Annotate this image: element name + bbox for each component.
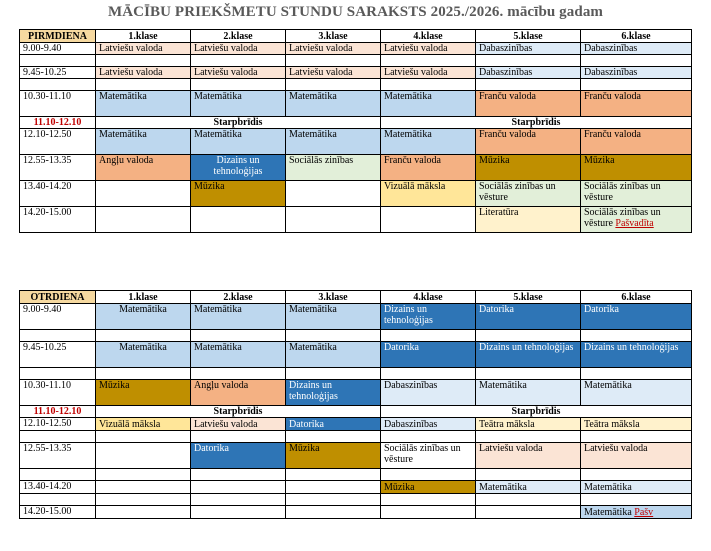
break-time: 11.10-12.10 xyxy=(20,117,96,129)
break-row xyxy=(20,406,692,418)
break-time: 11.10-12.10 xyxy=(20,406,96,418)
lesson-cell: Datorika xyxy=(381,342,476,368)
lesson-row xyxy=(20,443,692,469)
monday-schedule-table xyxy=(19,29,692,233)
lesson-cell: Latviešu valoda xyxy=(286,43,381,55)
lesson-row xyxy=(20,418,692,431)
lesson-cell: Matemātika xyxy=(286,342,381,368)
lesson-cell: Latviešu valoda xyxy=(581,443,692,469)
break-row xyxy=(20,117,692,129)
time-cell: 9.45-10.25 xyxy=(20,342,96,368)
class-header: 2.klase xyxy=(191,30,286,43)
lesson-cell: Mūzika xyxy=(476,155,581,181)
lesson-cell: Latviešu valoda xyxy=(96,67,191,79)
lesson-cell: Dabaszinības xyxy=(476,43,581,55)
lesson-cell xyxy=(381,207,476,233)
class-header: 5.klase xyxy=(476,291,581,304)
lesson-cell: Sociālās zinības un vēsture xyxy=(581,181,692,207)
lesson-cell: Matemātika xyxy=(191,304,286,330)
time-cell: 14.20-15.00 xyxy=(20,506,96,519)
header-row xyxy=(20,30,692,43)
page-title: MĀCĪBU PRIEKŠMETU STUNDU SARAKSTS 2025./2026. mācību gadam xyxy=(107,4,604,20)
class-header: 4.klase xyxy=(381,30,476,43)
day-label: PIRMDIENA xyxy=(20,30,96,43)
lesson-cell: Matemātika xyxy=(191,342,286,368)
lesson-cell: Datorika xyxy=(191,443,286,469)
lesson-cell: Matemātika xyxy=(581,380,692,406)
lesson-cell xyxy=(96,481,191,494)
break-label: Starpbrīdis xyxy=(96,117,381,129)
lesson-cell: Dizains un tehnoloģijas xyxy=(286,380,381,406)
lesson-cell: Matemātika xyxy=(381,91,476,117)
lesson-cell xyxy=(381,506,476,519)
lesson-row xyxy=(20,342,692,368)
class-header: 6.klase xyxy=(581,30,692,43)
time-cell: 9.45-10.25 xyxy=(20,67,96,79)
note-text: Pašvadīta xyxy=(615,218,654,229)
lesson-cell: Dabaszinības xyxy=(381,418,476,431)
note-text: Pašv xyxy=(634,506,654,518)
lesson-cell: Dizains un tehnoloģijas xyxy=(476,342,581,368)
spacer-row xyxy=(20,368,692,380)
lesson-cell: Latviešu valoda xyxy=(381,67,476,79)
lesson-cell-with-note xyxy=(581,207,692,233)
lesson-cell xyxy=(286,506,381,519)
lesson-row xyxy=(20,506,692,519)
lesson-cell: Teātra māksla xyxy=(581,418,692,431)
lesson-cell: Matemātika xyxy=(476,481,581,494)
lesson-cell: Matemātika xyxy=(96,304,191,330)
lesson-cell-with-note xyxy=(581,506,692,519)
lesson-cell: Franču valoda xyxy=(476,129,581,155)
lesson-cell: Latviešu valoda xyxy=(286,67,381,79)
lesson-cell: Vizuālā māksla xyxy=(96,418,191,431)
class-header: 1.klase xyxy=(96,30,191,43)
lesson-row xyxy=(20,304,692,330)
lesson-cell: Dizains un tehnoloģijas xyxy=(191,155,286,181)
lesson-cell xyxy=(96,181,191,207)
lesson-row xyxy=(20,129,692,155)
lesson-cell xyxy=(96,207,191,233)
break-label: Starpbrīdis xyxy=(96,406,381,418)
lesson-cell: Franču valoda xyxy=(581,91,692,117)
spacer-row xyxy=(20,469,692,481)
class-header: 2.klase xyxy=(191,291,286,304)
lesson-cell: Dabaszinības xyxy=(381,380,476,406)
spacer-row xyxy=(20,79,692,91)
time-cell: 12.10-12.50 xyxy=(20,418,96,431)
time-cell: 12.55-13.35 xyxy=(20,155,96,181)
lesson-cell: Latviešu valoda xyxy=(381,43,476,55)
time-cell: 12.10-12.50 xyxy=(20,129,96,155)
lesson-cell: Datorika xyxy=(286,418,381,431)
lesson-cell: Matemātika xyxy=(96,342,191,368)
lesson-cell: Datorika xyxy=(581,304,692,330)
lesson-cell: Matemātika xyxy=(286,91,381,117)
break-label: Starpbrīdis xyxy=(381,406,692,418)
time-cell: 10.30-11.10 xyxy=(20,91,96,117)
lesson-cell: Matemātika xyxy=(96,129,191,155)
lesson-text: Sociālās zinības un vēsture xyxy=(584,207,661,229)
lesson-cell: Latviešu valoda xyxy=(96,43,191,55)
lesson-row xyxy=(20,91,692,117)
lesson-cell: Mūzika xyxy=(191,181,286,207)
lesson-cell: Dizains un tehnoloģijas xyxy=(581,342,692,368)
lesson-cell: Sociālās zinības xyxy=(286,155,381,181)
lesson-cell: Matemātika xyxy=(286,129,381,155)
lesson-cell: Dabaszinības xyxy=(581,43,692,55)
lesson-row xyxy=(20,481,692,494)
lesson-text: Matemātika xyxy=(584,506,632,518)
lesson-cell: Franču valoda xyxy=(581,129,692,155)
lesson-cell: Matemātika xyxy=(581,481,692,494)
lesson-cell xyxy=(286,481,381,494)
lesson-row xyxy=(20,207,692,233)
lesson-cell xyxy=(191,207,286,233)
lesson-cell: Vizuālā māksla xyxy=(381,181,476,207)
time-cell: 13.40-14.20 xyxy=(20,481,96,494)
lesson-cell xyxy=(286,207,381,233)
lesson-cell: Mūzika xyxy=(381,481,476,494)
break-label: Starpbrīdis xyxy=(381,117,692,129)
time-cell: 10.30-11.10 xyxy=(20,380,96,406)
class-header: 1.klase xyxy=(96,291,191,304)
lesson-cell xyxy=(96,506,191,519)
spacer-row xyxy=(20,55,692,67)
lesson-row xyxy=(20,181,692,207)
lesson-cell: Mūzika xyxy=(96,380,191,406)
time-cell: 12.55-13.35 xyxy=(20,443,96,469)
lesson-cell: Matemātika xyxy=(191,129,286,155)
tuesday-schedule-table xyxy=(19,290,692,519)
lesson-row xyxy=(20,67,692,79)
class-header: 3.klase xyxy=(286,291,381,304)
lesson-cell: Teātra māksla xyxy=(476,418,581,431)
lesson-cell: Angļu valoda xyxy=(191,380,286,406)
lesson-cell: Literatūra xyxy=(476,207,581,233)
class-header: 5.klase xyxy=(476,30,581,43)
lesson-cell xyxy=(191,506,286,519)
lesson-cell: Angļu valoda xyxy=(96,155,191,181)
lesson-cell: Dizains un tehnoloģijas xyxy=(381,304,476,330)
lesson-cell: Matemātika xyxy=(191,91,286,117)
time-cell: 13.40-14.20 xyxy=(20,181,96,207)
lesson-row xyxy=(20,43,692,55)
lesson-cell: Latviešu valoda xyxy=(476,443,581,469)
lesson-cell xyxy=(96,443,191,469)
lesson-cell xyxy=(191,481,286,494)
lesson-row xyxy=(20,380,692,406)
lesson-cell: Matemātika xyxy=(96,91,191,117)
lesson-cell xyxy=(286,181,381,207)
time-cell: 9.00-9.40 xyxy=(20,43,96,55)
lesson-cell xyxy=(476,506,581,519)
lesson-cell: Mūzika xyxy=(581,155,692,181)
lesson-cell: Matemātika xyxy=(286,304,381,330)
lesson-cell: Matemātika xyxy=(381,129,476,155)
lesson-cell: Latviešu valoda xyxy=(191,43,286,55)
lesson-cell: Dabaszinības xyxy=(581,67,692,79)
spacer-row xyxy=(20,330,692,342)
lesson-cell: Latviešu valoda xyxy=(191,418,286,431)
class-header: 6.klase xyxy=(581,291,692,304)
class-header: 4.klase xyxy=(381,291,476,304)
lesson-cell: Sociālās zinības un vēsture xyxy=(476,181,581,207)
day-label: OTRDIENA xyxy=(20,291,96,304)
spacer-row xyxy=(20,494,692,506)
time-cell: 9.00-9.40 xyxy=(20,304,96,330)
lesson-cell: Latviešu valoda xyxy=(191,67,286,79)
time-cell: 14.20-15.00 xyxy=(20,207,96,233)
header-row xyxy=(20,291,692,304)
lesson-cell: Franču valoda xyxy=(381,155,476,181)
lesson-cell: Sociālās zinības un vēsture xyxy=(381,443,476,469)
lesson-cell: Datorika xyxy=(476,304,581,330)
class-header: 3.klase xyxy=(286,30,381,43)
lesson-cell: Dabaszinības xyxy=(476,67,581,79)
lesson-cell: Matemātika xyxy=(476,380,581,406)
lesson-cell: Mūzika xyxy=(286,443,381,469)
spacer-row xyxy=(20,431,692,443)
lesson-row xyxy=(20,155,692,181)
lesson-cell: Franču valoda xyxy=(476,91,581,117)
